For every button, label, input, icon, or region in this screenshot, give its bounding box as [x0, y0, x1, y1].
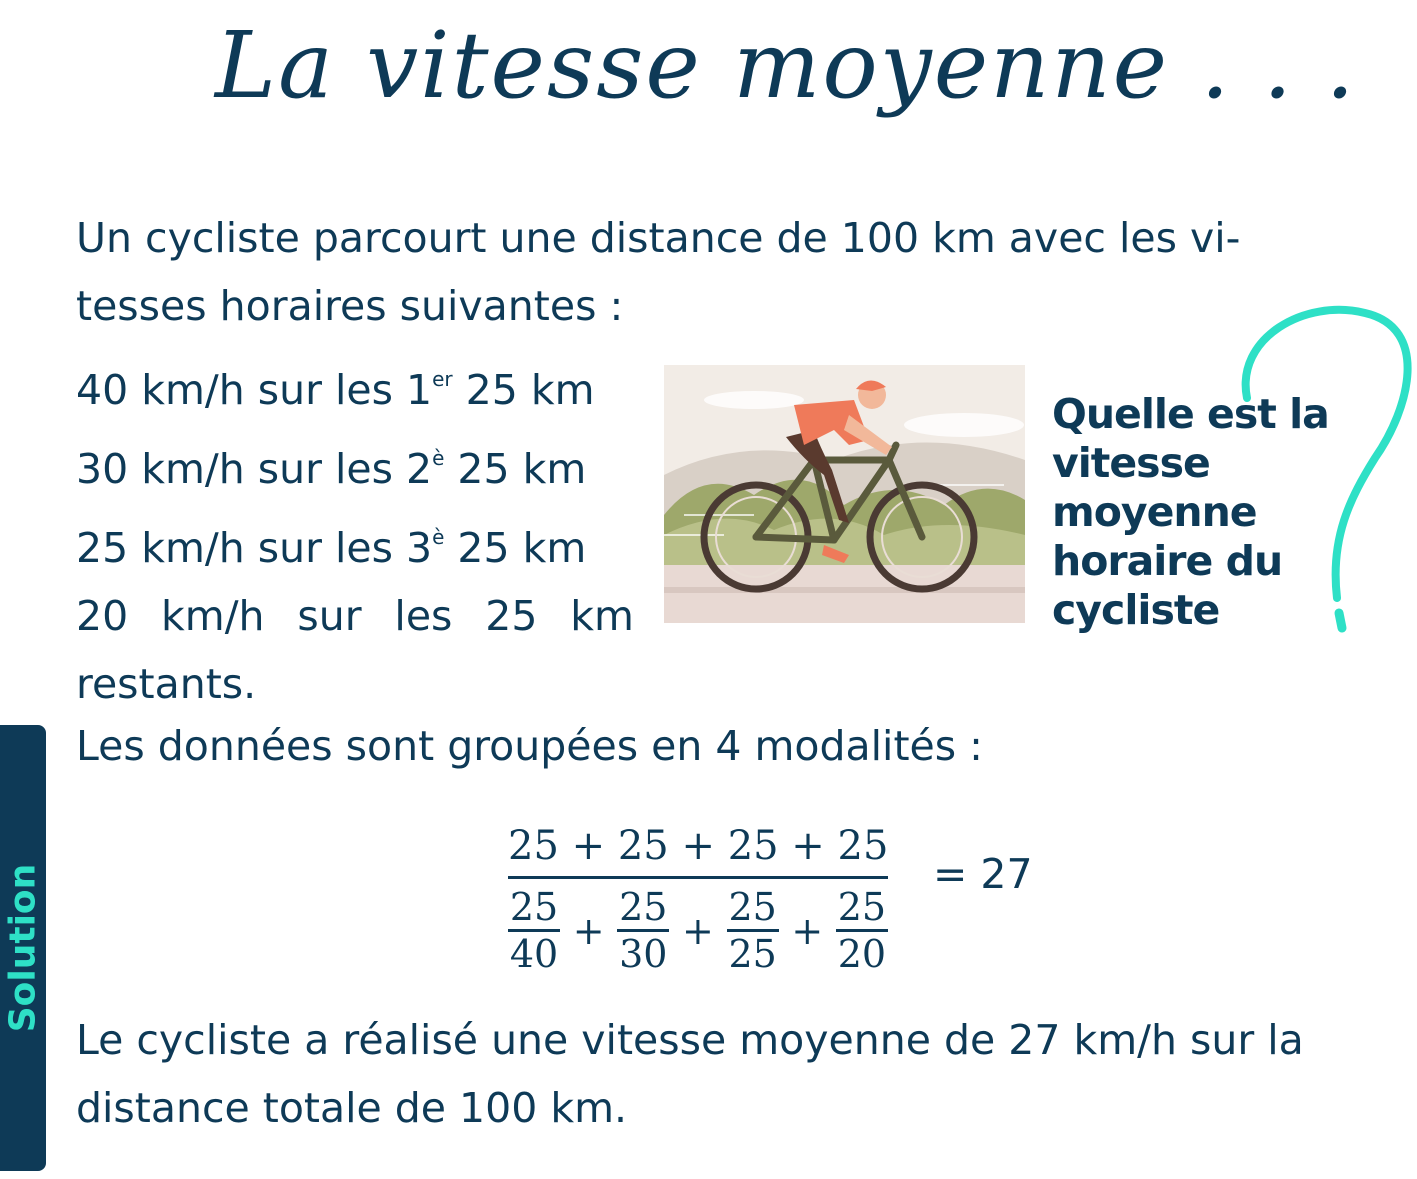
fraction: $\frac{25}{30}$ [619, 885, 668, 976]
fraction: $\frac{25}{20}$ [837, 885, 887, 976]
cyclist-illustration [664, 365, 1025, 623]
speed-item: 25 km/h sur les $3^è$ 25 km [76, 524, 587, 572]
solution-label: Solution [2, 863, 44, 1033]
speed-list [76, 345, 634, 718]
fraction: $\frac{25}{25}$ [728, 885, 777, 976]
formula-denominator [508, 887, 888, 974]
plus-sign: + [682, 908, 714, 953]
speed-item: 30 km/h sur les $2^è$ 25 km [76, 445, 587, 493]
speed-item: 20 km/h sur les 25 km restants. [76, 592, 634, 708]
plus-sign: + [791, 908, 824, 953]
fraction-bar [508, 876, 888, 879]
question-mark-icon [1225, 298, 1415, 638]
formula-numerator: 25 + 25 + 25 + 25 [508, 823, 889, 869]
formula-result: = 27 [933, 850, 1033, 898]
conclusion-text: Le cycliste a réalisé une vitesse moyenne de 27 km/h sur la distance totale de 100 km. [76, 1016, 1304, 1132]
solution-tab [0, 725, 46, 1171]
harmonic-mean-formula [508, 822, 888, 974]
page-title: La vitesse moyenne . . . [215, 12, 1357, 119]
fraction: $\frac{25}{40}$ [509, 885, 559, 976]
question-text: Quelle est la vitesse moyenne horaire du cycliste [1052, 390, 1329, 634]
speed-item: 40 km/h sur les 1er 25 km [76, 366, 595, 414]
grouped-text: Les données sont groupées en 4 modalités : [76, 722, 983, 770]
problem-intro: Un cycliste parcourt une distance de 100 km avec les vi-tesses horaires suivantes : [76, 214, 1241, 330]
plus-sign: + [572, 908, 605, 953]
